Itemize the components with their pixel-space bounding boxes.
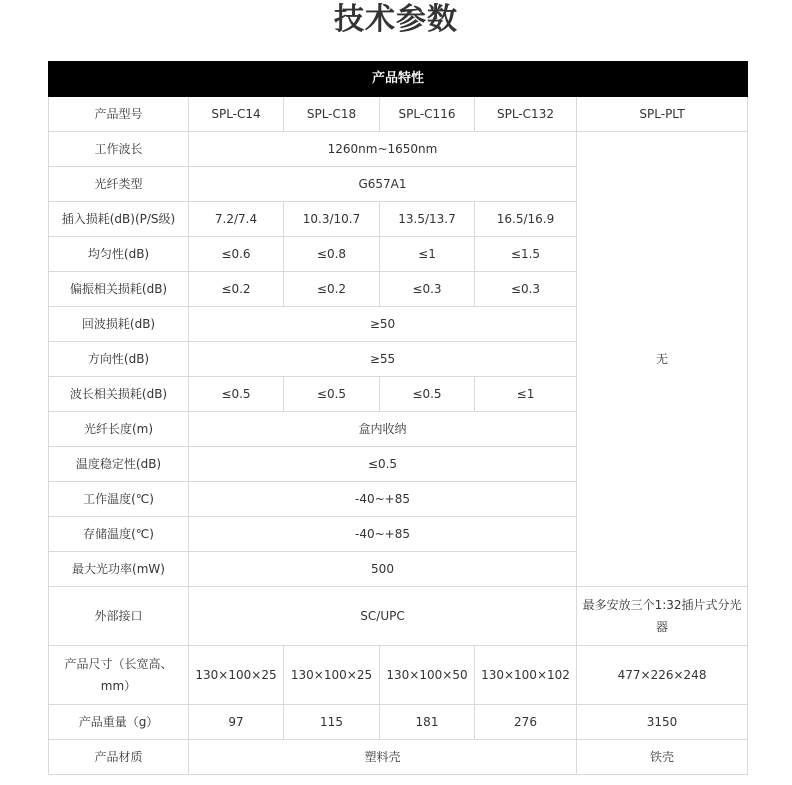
table-cell: 130×100×25 <box>284 646 380 705</box>
table-cell: SPL-C14 <box>189 97 284 132</box>
table-cell: ≤1.5 <box>475 237 577 272</box>
row-label: 方向性(dB) <box>49 342 189 377</box>
table-cell: 130×100×50 <box>380 646 475 705</box>
row-label: 光纤长度(m) <box>49 412 189 447</box>
table-row-wavelength <box>49 132 748 167</box>
table-cell: 10.3/10.7 <box>284 202 380 237</box>
table-cell: ≤0.5 <box>189 447 577 482</box>
table-cell: 最多安放三个1:32插片式分光器 <box>577 587 748 646</box>
row-label: 工作温度(℃) <box>49 482 189 517</box>
table-cell: ≤0.3 <box>380 272 475 307</box>
table-cell: 97 <box>189 705 284 740</box>
table-row-size <box>49 646 748 705</box>
row-label: 均匀性(dB) <box>49 237 189 272</box>
row-label: 工作波长 <box>49 132 189 167</box>
table-cell: ≥55 <box>189 342 577 377</box>
table-cell: 130×100×102 <box>475 646 577 705</box>
table-cell: SPL-C18 <box>284 97 380 132</box>
plt-none-cell: 无 <box>577 132 748 587</box>
table-cell: ≤0.2 <box>284 272 380 307</box>
table-row-model <box>49 97 748 132</box>
table-cell: ≥50 <box>189 307 577 342</box>
table-cell: SPL-PLT <box>577 97 748 132</box>
page-title: 技术参数 <box>334 2 458 37</box>
table-cell: ≤0.6 <box>189 237 284 272</box>
table-cell: SPL-C132 <box>475 97 577 132</box>
table-cell: 塑料壳 <box>189 740 577 775</box>
table-cell: 7.2/7.4 <box>189 202 284 237</box>
table-cell: ≤0.8 <box>284 237 380 272</box>
table-cell: ≤0.5 <box>380 377 475 412</box>
row-label: 温度稳定性(dB) <box>49 447 189 482</box>
table-cell: -40~+85 <box>189 482 577 517</box>
table-cell: ≤0.5 <box>284 377 380 412</box>
table-cell: 16.5/16.9 <box>475 202 577 237</box>
table-cell: 1260nm~1650nm <box>189 132 577 167</box>
table-cell: 181 <box>380 705 475 740</box>
row-label: 产品材质 <box>49 740 189 775</box>
table-cell: 130×100×25 <box>189 646 284 705</box>
table-cell: SC/UPC <box>189 587 577 646</box>
spec-table <box>48 61 748 775</box>
table-row-weight <box>49 705 748 740</box>
row-label: 波长相关损耗(dB) <box>49 377 189 412</box>
table-row-interface <box>49 587 748 646</box>
row-label: 插入损耗(dB)(P/S级) <box>49 202 189 237</box>
table-cell: -40~+85 <box>189 517 577 552</box>
table-cell: G657A1 <box>189 167 577 202</box>
row-label: 偏振相关损耗(dB) <box>49 272 189 307</box>
table-header-row <box>49 62 748 97</box>
table-cell: 115 <box>284 705 380 740</box>
row-label: 回波损耗(dB) <box>49 307 189 342</box>
row-label: 外部接口 <box>49 587 189 646</box>
table-cell: 477×226×248 <box>577 646 748 705</box>
section-header: 产品特性 <box>49 62 748 97</box>
table-row-material <box>49 740 748 775</box>
table-cell: ≤1 <box>380 237 475 272</box>
table-cell: ≤1 <box>475 377 577 412</box>
table-cell: 铁壳 <box>577 740 748 775</box>
table-cell: ≤0.3 <box>475 272 577 307</box>
table-cell: ≤0.5 <box>189 377 284 412</box>
row-label: 产品型号 <box>49 97 189 132</box>
row-label: 光纤类型 <box>49 167 189 202</box>
table-cell: SPL-C116 <box>380 97 475 132</box>
row-label: 产品重量（g） <box>49 705 189 740</box>
table-cell: 3150 <box>577 705 748 740</box>
table-cell: 13.5/13.7 <box>380 202 475 237</box>
row-label: 最大光功率(mW) <box>49 552 189 587</box>
row-label: 存储温度(℃) <box>49 517 189 552</box>
table-cell: ≤0.2 <box>189 272 284 307</box>
table-cell: 500 <box>189 552 577 587</box>
table-cell: 盒内收纳 <box>189 412 577 447</box>
row-label: 产品尺寸（长宽高、mm） <box>49 646 189 705</box>
table-cell: 276 <box>475 705 577 740</box>
